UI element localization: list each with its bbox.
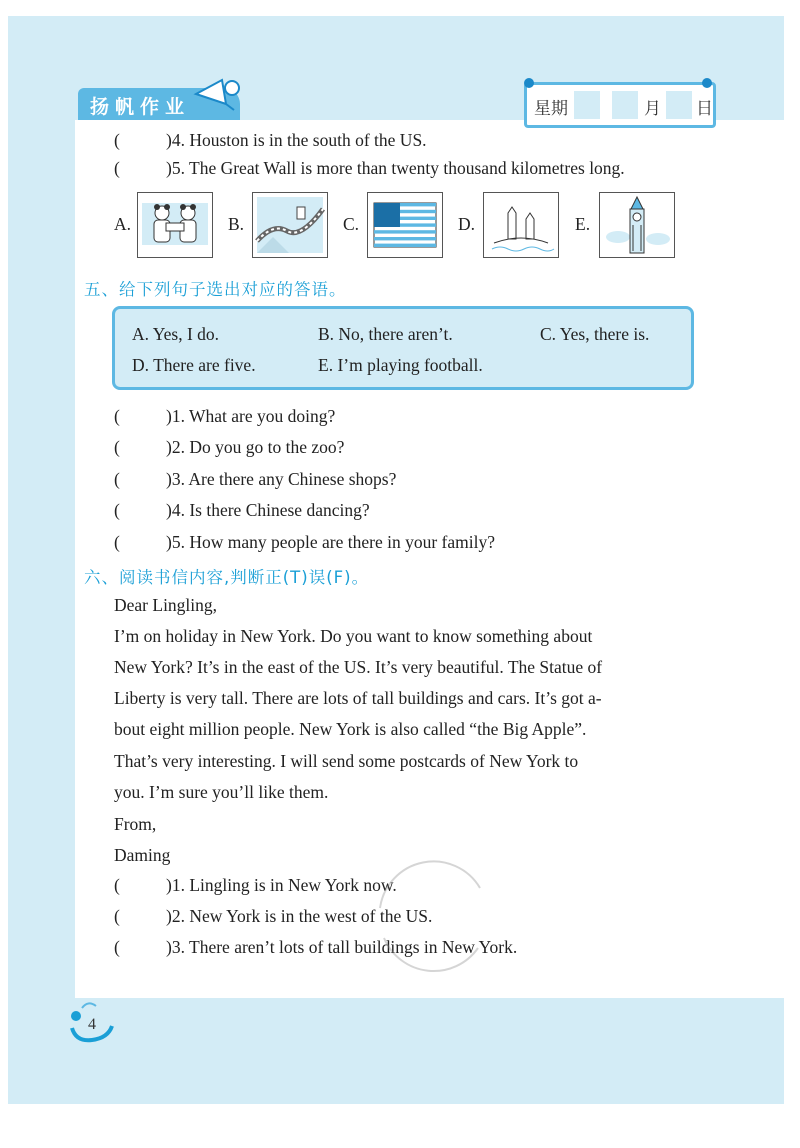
answer-blank[interactable]: (: [114, 875, 120, 895]
question-text: )3. Are there any Chinese shops?: [166, 469, 397, 489]
panda-mascots-icon: [138, 193, 212, 257]
banner-title: 扬帆作业: [90, 96, 191, 118]
answer-blank[interactable]: (: [114, 500, 120, 520]
answer-blank[interactable]: (: [114, 469, 120, 489]
picture-label: C.: [343, 214, 360, 234]
weekday-label: 星期: [534, 99, 568, 119]
month-label: 月: [644, 99, 661, 119]
picture-label: D.: [458, 214, 476, 234]
options-panel: [112, 306, 694, 390]
pin-icon: [524, 78, 534, 88]
question-text: )4. Is there Chinese dancing?: [166, 500, 370, 520]
question-text: )5. The Great Wall is more than twenty thousand kilometres long.: [166, 158, 625, 178]
letter-line: Liberty is very tall. There are lots of tall buildings and cars. It’s got a-: [114, 688, 602, 708]
letter-line: From,: [114, 814, 157, 834]
megaphone-icon: [192, 74, 248, 114]
letter-line: Dear Lingling,: [114, 595, 218, 615]
answer-blank[interactable]: (: [114, 158, 120, 178]
letter-line: Daming: [114, 845, 171, 865]
page-number: 4: [88, 1016, 96, 1033]
question-text: )2. New York is in the west of the US.: [166, 906, 433, 926]
weekday-slot[interactable]: [574, 91, 600, 119]
question-text: )5. How many people are there in your family?: [166, 532, 495, 552]
sydney-harbour-icon: [484, 193, 558, 257]
picture-a: [137, 192, 213, 258]
option-e: E. I’m playing football.: [318, 355, 483, 375]
question-text: )3. There aren’t lots of tall buildings in New York.: [166, 937, 518, 957]
answer-blank[interactable]: (: [114, 532, 120, 552]
question-text: )4. Houston is in the south of the US.: [166, 130, 427, 150]
answer-blank[interactable]: (: [114, 906, 120, 926]
picture-e: [599, 192, 675, 258]
day-slot[interactable]: [666, 91, 692, 119]
big-ben-icon: [600, 193, 674, 257]
letter-line: I’m on holiday in New York. Do you want to know something about: [114, 626, 593, 646]
stamp-watermark: [360, 848, 500, 978]
picture-label: B.: [228, 214, 245, 234]
letter-line: bout eight million people. New York is also called “the Big Apple”.: [114, 719, 587, 739]
section-6-title: 六、阅读书信内容,判断正(T)误(F)。: [84, 568, 370, 587]
great-wall-icon: [253, 193, 327, 257]
letter-line: That’s very interesting. I will send some postcards of New York to: [114, 751, 579, 771]
picture-d: [483, 192, 559, 258]
letter-line: you. I’m sure you’ll like them.: [114, 782, 329, 802]
picture-label: A.: [114, 214, 132, 234]
question-text: )1. What are you doing?: [166, 406, 336, 426]
answer-blank[interactable]: (: [114, 130, 120, 150]
option-c: C. Yes, there is.: [540, 324, 650, 344]
pin-icon: [702, 78, 712, 88]
picture-b: [252, 192, 328, 258]
answer-blank[interactable]: (: [114, 437, 120, 457]
us-flag-icon: [368, 193, 442, 257]
answer-blank[interactable]: (: [114, 406, 120, 426]
picture-c: [367, 192, 443, 258]
option-b: B. No, there aren’t.: [318, 324, 453, 344]
day-label: 日: [696, 99, 713, 119]
question-text: )1. Lingling is in New York now.: [166, 875, 397, 895]
option-d: D. There are five.: [132, 355, 256, 375]
option-a: A. Yes, I do.: [132, 324, 220, 344]
question-text: )2. Do you go to the zoo?: [166, 437, 345, 457]
section-5-title: 五、给下列句子选出对应的答语。: [84, 280, 347, 299]
answer-blank[interactable]: (: [114, 937, 120, 957]
picture-label: E.: [575, 214, 591, 234]
month-slot[interactable]: [612, 91, 638, 119]
letter-line: New York? It’s in the east of the US. It’s very beautiful. The Statue of: [114, 657, 603, 677]
